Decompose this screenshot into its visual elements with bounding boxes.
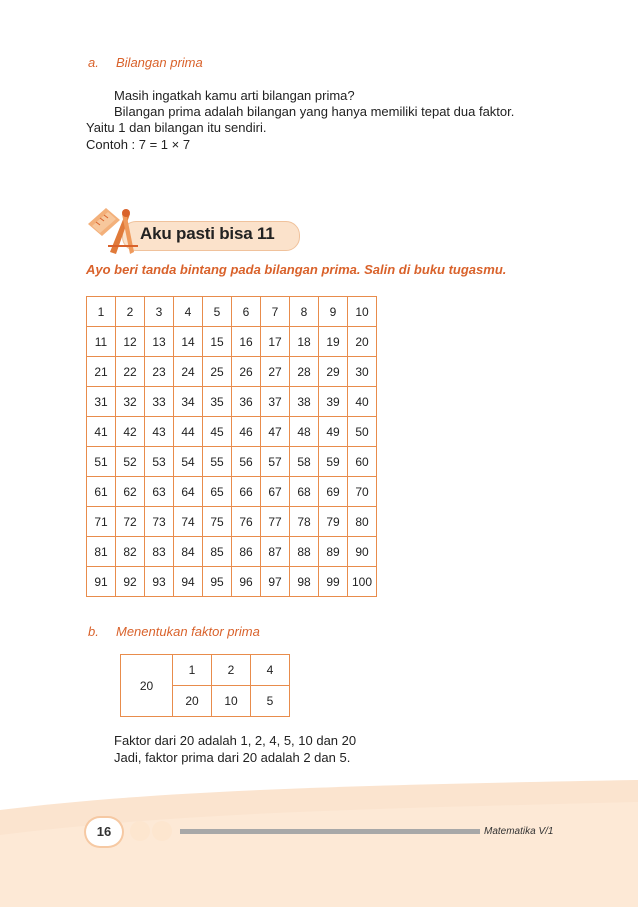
number-grid xyxy=(86,296,377,597)
section-b-heading xyxy=(88,624,260,639)
grid-cell: 34 xyxy=(174,387,203,417)
grid-cell: 93 xyxy=(145,567,174,597)
grid-cell: 2 xyxy=(116,297,145,327)
factor-cell: 5 xyxy=(251,686,290,717)
grid-cell: 65 xyxy=(203,477,232,507)
grid-cell: 8 xyxy=(290,297,319,327)
footer-circle xyxy=(130,821,150,841)
grid-row xyxy=(87,417,377,447)
grid-cell: 82 xyxy=(116,537,145,567)
section-a-heading xyxy=(88,55,203,70)
grid-cell: 58 xyxy=(290,447,319,477)
grid-cell: 87 xyxy=(261,537,290,567)
grid-cell: 26 xyxy=(232,357,261,387)
grid-cell: 19 xyxy=(319,327,348,357)
grid-cell: 60 xyxy=(348,447,377,477)
grid-row xyxy=(87,387,377,417)
grid-cell: 76 xyxy=(232,507,261,537)
grid-cell: 5 xyxy=(203,297,232,327)
grid-cell: 81 xyxy=(87,537,116,567)
grid-cell: 31 xyxy=(87,387,116,417)
grid-cell: 78 xyxy=(290,507,319,537)
grid-cell: 46 xyxy=(232,417,261,447)
grid-cell: 71 xyxy=(87,507,116,537)
grid-cell: 73 xyxy=(145,507,174,537)
section-b-title: Menentukan faktor prima xyxy=(116,624,260,639)
grid-cell: 21 xyxy=(87,357,116,387)
grid-cell: 11 xyxy=(87,327,116,357)
grid-cell: 12 xyxy=(116,327,145,357)
grid-cell: 54 xyxy=(174,447,203,477)
grid-cell: 17 xyxy=(261,327,290,357)
grid-cell: 69 xyxy=(319,477,348,507)
footer-circle xyxy=(152,821,172,841)
grid-cell: 84 xyxy=(174,537,203,567)
page-number: 16 xyxy=(86,818,122,846)
grid-cell: 92 xyxy=(116,567,145,597)
grid-cell: 15 xyxy=(203,327,232,357)
grid-cell: 56 xyxy=(232,447,261,477)
grid-cell: 68 xyxy=(290,477,319,507)
grid-row xyxy=(87,507,377,537)
factor-cell: 1 xyxy=(173,655,212,686)
grid-cell: 45 xyxy=(203,417,232,447)
grid-cell: 72 xyxy=(116,507,145,537)
grid-cell: 59 xyxy=(319,447,348,477)
section-b-line-1: Faktor dari 20 adalah 1, 2, 4, 5, 10 dan 20 xyxy=(114,733,357,748)
grid-cell: 47 xyxy=(261,417,290,447)
grid-cell: 55 xyxy=(203,447,232,477)
grid-cell: 23 xyxy=(145,357,174,387)
grid-cell: 28 xyxy=(290,357,319,387)
footer-line xyxy=(180,829,480,834)
factor-number: 20 xyxy=(121,655,173,717)
footer-book-title: Matematika V/1 xyxy=(484,826,554,837)
grid-cell: 29 xyxy=(319,357,348,387)
grid-cell: 64 xyxy=(174,477,203,507)
banner-title: Aku pasti bisa 11 xyxy=(140,224,275,243)
grid-cell: 24 xyxy=(174,357,203,387)
grid-cell: 35 xyxy=(203,387,232,417)
grid-cell: 42 xyxy=(116,417,145,447)
section-a-title: Bilangan prima xyxy=(116,55,203,70)
grid-cell: 48 xyxy=(290,417,319,447)
ruler-compass-icon xyxy=(86,206,146,258)
grid-cell: 7 xyxy=(261,297,290,327)
activity-banner xyxy=(86,206,301,258)
grid-cell: 89 xyxy=(319,537,348,567)
grid-row xyxy=(87,537,377,567)
grid-cell: 43 xyxy=(145,417,174,447)
grid-cell: 70 xyxy=(348,477,377,507)
grid-cell: 10 xyxy=(348,297,377,327)
grid-cell: 88 xyxy=(290,537,319,567)
grid-cell: 44 xyxy=(174,417,203,447)
grid-cell: 100 xyxy=(348,567,377,597)
grid-cell: 50 xyxy=(348,417,377,447)
grid-cell: 20 xyxy=(348,327,377,357)
factor-cell: 20 xyxy=(173,686,212,717)
factor-cell: 10 xyxy=(212,686,251,717)
grid-cell: 22 xyxy=(116,357,145,387)
grid-cell: 39 xyxy=(319,387,348,417)
grid-cell: 9 xyxy=(319,297,348,327)
grid-cell: 95 xyxy=(203,567,232,597)
instruction-text: Ayo beri tanda bintang pada bilangan prima. Salin di buku tugasmu. xyxy=(86,262,507,277)
grid-cell: 3 xyxy=(145,297,174,327)
grid-cell: 51 xyxy=(87,447,116,477)
grid-cell: 41 xyxy=(87,417,116,447)
grid-cell: 85 xyxy=(203,537,232,567)
factor-cell: 2 xyxy=(212,655,251,686)
grid-cell: 77 xyxy=(261,507,290,537)
grid-cell: 98 xyxy=(290,567,319,597)
grid-cell: 99 xyxy=(319,567,348,597)
grid-cell: 83 xyxy=(145,537,174,567)
grid-cell: 6 xyxy=(232,297,261,327)
grid-cell: 32 xyxy=(116,387,145,417)
grid-cell: 86 xyxy=(232,537,261,567)
grid-cell: 13 xyxy=(145,327,174,357)
grid-row xyxy=(87,567,377,597)
grid-cell: 94 xyxy=(174,567,203,597)
grid-row xyxy=(87,357,377,387)
grid-cell: 52 xyxy=(116,447,145,477)
grid-cell: 25 xyxy=(203,357,232,387)
section-a-letter: a. xyxy=(88,55,99,70)
grid-cell: 53 xyxy=(145,447,174,477)
grid-cell: 62 xyxy=(116,477,145,507)
grid-cell: 49 xyxy=(319,417,348,447)
grid-cell: 4 xyxy=(174,297,203,327)
factor-cell: 4 xyxy=(251,655,290,686)
grid-cell: 66 xyxy=(232,477,261,507)
grid-cell: 67 xyxy=(261,477,290,507)
grid-cell: 79 xyxy=(319,507,348,537)
grid-cell: 27 xyxy=(261,357,290,387)
section-a-line-3: Yaitu 1 dan bilangan itu sendiri. xyxy=(86,120,267,135)
grid-cell: 14 xyxy=(174,327,203,357)
grid-cell: 16 xyxy=(232,327,261,357)
grid-cell: 18 xyxy=(290,327,319,357)
grid-cell: 36 xyxy=(232,387,261,417)
grid-cell: 80 xyxy=(348,507,377,537)
factor-table xyxy=(120,654,290,717)
grid-cell: 91 xyxy=(87,567,116,597)
grid-cell: 63 xyxy=(145,477,174,507)
grid-cell: 90 xyxy=(348,537,377,567)
grid-cell: 37 xyxy=(261,387,290,417)
grid-cell: 61 xyxy=(87,477,116,507)
grid-cell: 30 xyxy=(348,357,377,387)
grid-cell: 33 xyxy=(145,387,174,417)
grid-cell: 75 xyxy=(203,507,232,537)
grid-row xyxy=(87,447,377,477)
grid-row xyxy=(87,297,377,327)
section-a-example: Contoh : 7 = 1 × 7 xyxy=(86,137,191,152)
grid-row xyxy=(87,327,377,357)
section-b-line-2: Jadi, faktor prima dari 20 adalah 2 dan 5. xyxy=(114,750,351,765)
section-a-line-2: Bilangan prima adalah bilangan yang hanya memiliki tepat dua faktor. xyxy=(114,104,515,119)
grid-cell: 74 xyxy=(174,507,203,537)
grid-cell: 1 xyxy=(87,297,116,327)
section-b-letter: b. xyxy=(88,624,99,639)
grid-cell: 96 xyxy=(232,567,261,597)
grid-cell: 57 xyxy=(261,447,290,477)
grid-cell: 40 xyxy=(348,387,377,417)
section-a-line-1: Masih ingatkah kamu arti bilangan prima? xyxy=(114,88,355,103)
grid-cell: 97 xyxy=(261,567,290,597)
grid-cell: 38 xyxy=(290,387,319,417)
grid-row xyxy=(87,477,377,507)
